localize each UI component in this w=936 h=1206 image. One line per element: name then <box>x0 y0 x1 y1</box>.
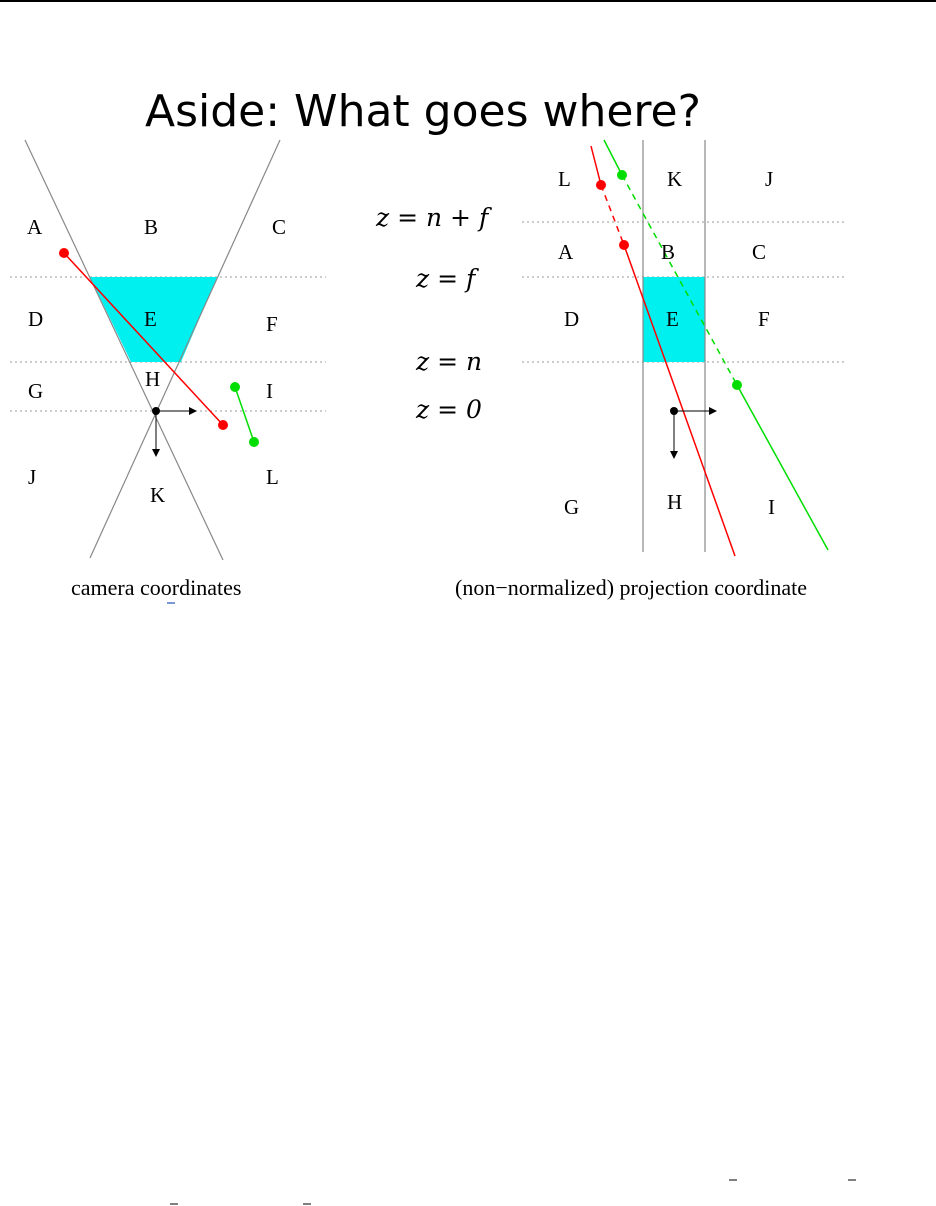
region-label-h: H <box>145 367 161 391</box>
projection-coordinates-diagram <box>455 140 846 600</box>
proj-label-d: D <box>564 307 580 331</box>
region-label-b: B <box>144 215 159 239</box>
green-line-upper <box>604 140 622 175</box>
proj-label-j: J <box>765 167 774 191</box>
camera-caption: camera coordinates <box>71 575 242 600</box>
eye-point <box>152 407 160 415</box>
frustum-edge-left <box>25 140 223 560</box>
proj-label-e: E <box>666 307 679 331</box>
camera-coordinates-diagram <box>10 140 326 603</box>
region-label-c: C <box>272 215 287 239</box>
equation-n-plus-f: z = n + f <box>376 203 489 232</box>
region-label-j: J <box>28 465 37 489</box>
green-endpoint-b <box>249 437 259 447</box>
region-label-k: K <box>150 483 166 507</box>
red-proj-point-a <box>596 180 606 190</box>
green-endpoint-a <box>230 382 240 392</box>
equation-f: z = f <box>416 264 476 293</box>
proj-label-b: B <box>661 240 676 264</box>
plane-equations <box>375 203 492 424</box>
region-label-a: A <box>27 215 43 239</box>
region-label-g: G <box>28 379 44 403</box>
region-label-l: L <box>266 465 279 489</box>
proj-label-h: H <box>667 490 683 514</box>
proj-label-g: G <box>564 495 580 519</box>
proj-label-a: A <box>558 240 574 264</box>
red-proj-point-b <box>619 240 629 250</box>
proj-label-f: F <box>758 307 770 331</box>
region-label-f: F <box>266 312 278 336</box>
red-line-upper <box>591 146 601 185</box>
proj-label-i: I <box>768 495 775 519</box>
red-endpoint-b <box>218 420 228 430</box>
frustum-edge-right <box>90 140 280 558</box>
red-line-dashed <box>601 185 624 245</box>
green-segment <box>235 387 254 442</box>
region-label-e: E <box>144 307 157 331</box>
equation-zero: z = 0 <box>416 395 482 424</box>
region-label-d: D <box>28 307 44 331</box>
equation-n: z = n <box>416 347 483 376</box>
region-label-i: I <box>266 379 273 403</box>
red-endpoint-a <box>59 248 69 258</box>
proj-label-k: K <box>667 167 683 191</box>
green-proj-point-b <box>732 380 742 390</box>
proj-origin-point <box>670 407 678 415</box>
projection-caption: (non−normalized) projection coordinate <box>455 575 808 600</box>
green-proj-point-a <box>617 170 627 180</box>
proj-label-c: C <box>752 240 767 264</box>
slide-title: Aside: What goes where? <box>145 86 701 137</box>
green-line-lower <box>737 385 828 550</box>
proj-label-l: L <box>558 167 571 191</box>
